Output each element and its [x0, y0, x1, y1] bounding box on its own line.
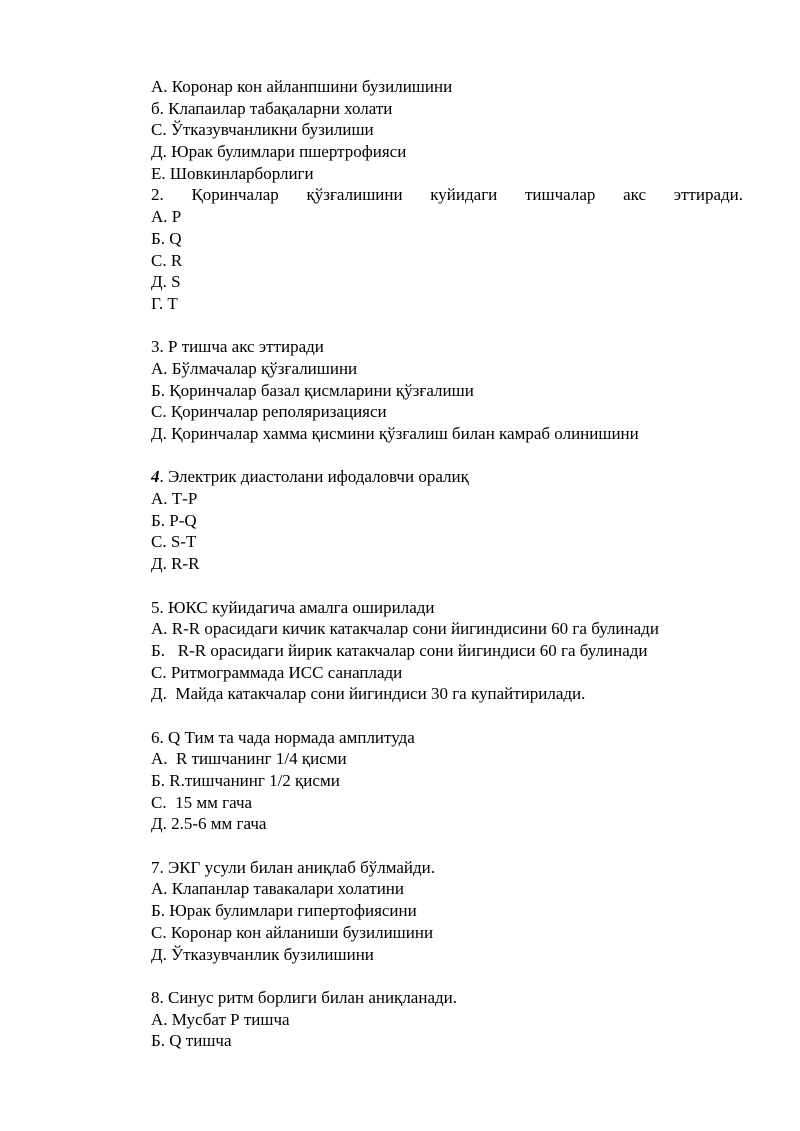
option-b: Б. Р-Q [151, 510, 197, 530]
option-d: Д. Қоринчалар хамма қисмини қўзғалиш билан камраб олинишини [151, 424, 639, 443]
question-7 [151, 857, 743, 965]
option-c: С. Ритмограммада ИСС санаплади [151, 662, 403, 682]
question-2-text [151, 184, 743, 206]
question-7-text: 7. ЭКГ усули билан аниқлаб бўлмайди. [151, 857, 436, 877]
word: қўзғалишини [306, 185, 403, 205]
option-c: С. Ўтказувчанликни бузилиши [151, 120, 374, 140]
option-d: Д. S [151, 272, 181, 292]
option-a: А. Р [151, 207, 182, 227]
option-c: С. R [151, 250, 183, 270]
option-d: Д. 2.5-6 мм гача [151, 814, 267, 834]
spacer [151, 835, 743, 857]
question-3-text: 3. Р тишча акс эттиради [151, 337, 324, 357]
option-c: С. Қоринчалар реполяризацияси [151, 402, 387, 422]
option-b: Б. R.тишчанинг 1/2 қисми [151, 771, 340, 790]
option-e: Г. Т [151, 293, 178, 313]
question-5-text: 5. ЮКС куйидагича амалга оширилади [151, 597, 435, 617]
option-b: Б. Q [151, 228, 182, 248]
option-e: Е. Шовкинларборлиги [151, 163, 314, 183]
word: 2. [151, 185, 164, 205]
option-b: б. Клапаилар табақаларни холати [151, 98, 393, 118]
question-1-options [151, 76, 743, 184]
spacer [151, 575, 743, 597]
word: куйидаги [430, 185, 498, 205]
option-a: А. Т-Р [151, 489, 198, 509]
document-page [151, 76, 743, 1052]
option-a: А. Клапанлар тавакалари холатини [151, 879, 404, 899]
option-b: Б. R-R орасидаги йирик катакчалар сони йигиндиси 60 га булинади [151, 640, 648, 660]
option-d: Д. Майда катакчалар сони йигиндиси 30 га купайтирилади. [151, 684, 586, 704]
question-5 [151, 597, 743, 705]
option-b: Б. Қоринчалар базал қисмларини қўзғалиши [151, 380, 474, 400]
question-8-text: 8. Синус ритм борлиги билан аниқланади. [151, 987, 457, 1007]
spacer [151, 965, 743, 987]
spacer [151, 315, 743, 337]
option-a: А. R тишчанинг 1/4 қисми [151, 749, 347, 769]
word: эттиради. [673, 185, 743, 205]
word: Қоринчалар [191, 185, 279, 205]
option-d: Д. Юрак булимлари пшертрофияси [151, 142, 407, 162]
option-a: А. Коронар кон айланпшини бузилишини [151, 77, 453, 96]
question-2 [151, 184, 743, 314]
option-b: Б. Юрак булимлари гипертофиясини [151, 901, 417, 921]
word: тишчалар [524, 185, 596, 205]
option-c: С. S-Т [151, 532, 197, 552]
option-d: Д. R-R [151, 554, 200, 574]
option-c: С. Коронар кон айланиши бузилишини [151, 922, 434, 942]
option-d: Д. Ўтказувчанлик бузилишини [151, 944, 374, 964]
question-6-text: 6. Q Тим та чада нормада амплитуда [151, 727, 415, 747]
question-3 [151, 336, 743, 444]
spacer [151, 445, 743, 467]
question-number: 4 [151, 467, 160, 487]
question-8 [151, 987, 743, 1052]
question-6 [151, 727, 743, 835]
question-4-text [151, 466, 743, 488]
question-4 [151, 466, 743, 574]
option-a: А. Бўлмачалар қўзғалишини [151, 358, 358, 378]
spacer [151, 705, 743, 727]
word: акс [623, 185, 646, 205]
option-a: А. R-R орасидаги кичик катакчалар сони йигиндисини 60 га булинади [151, 619, 659, 639]
question-4-body: . Электрик диастолани ифодаловчи оралиқ [159, 467, 469, 487]
option-c: С. 15 мм гача [151, 792, 253, 812]
option-b: Б. Q тишча [151, 1031, 232, 1051]
option-a: А. Мусбат Р тишча [151, 1009, 290, 1029]
